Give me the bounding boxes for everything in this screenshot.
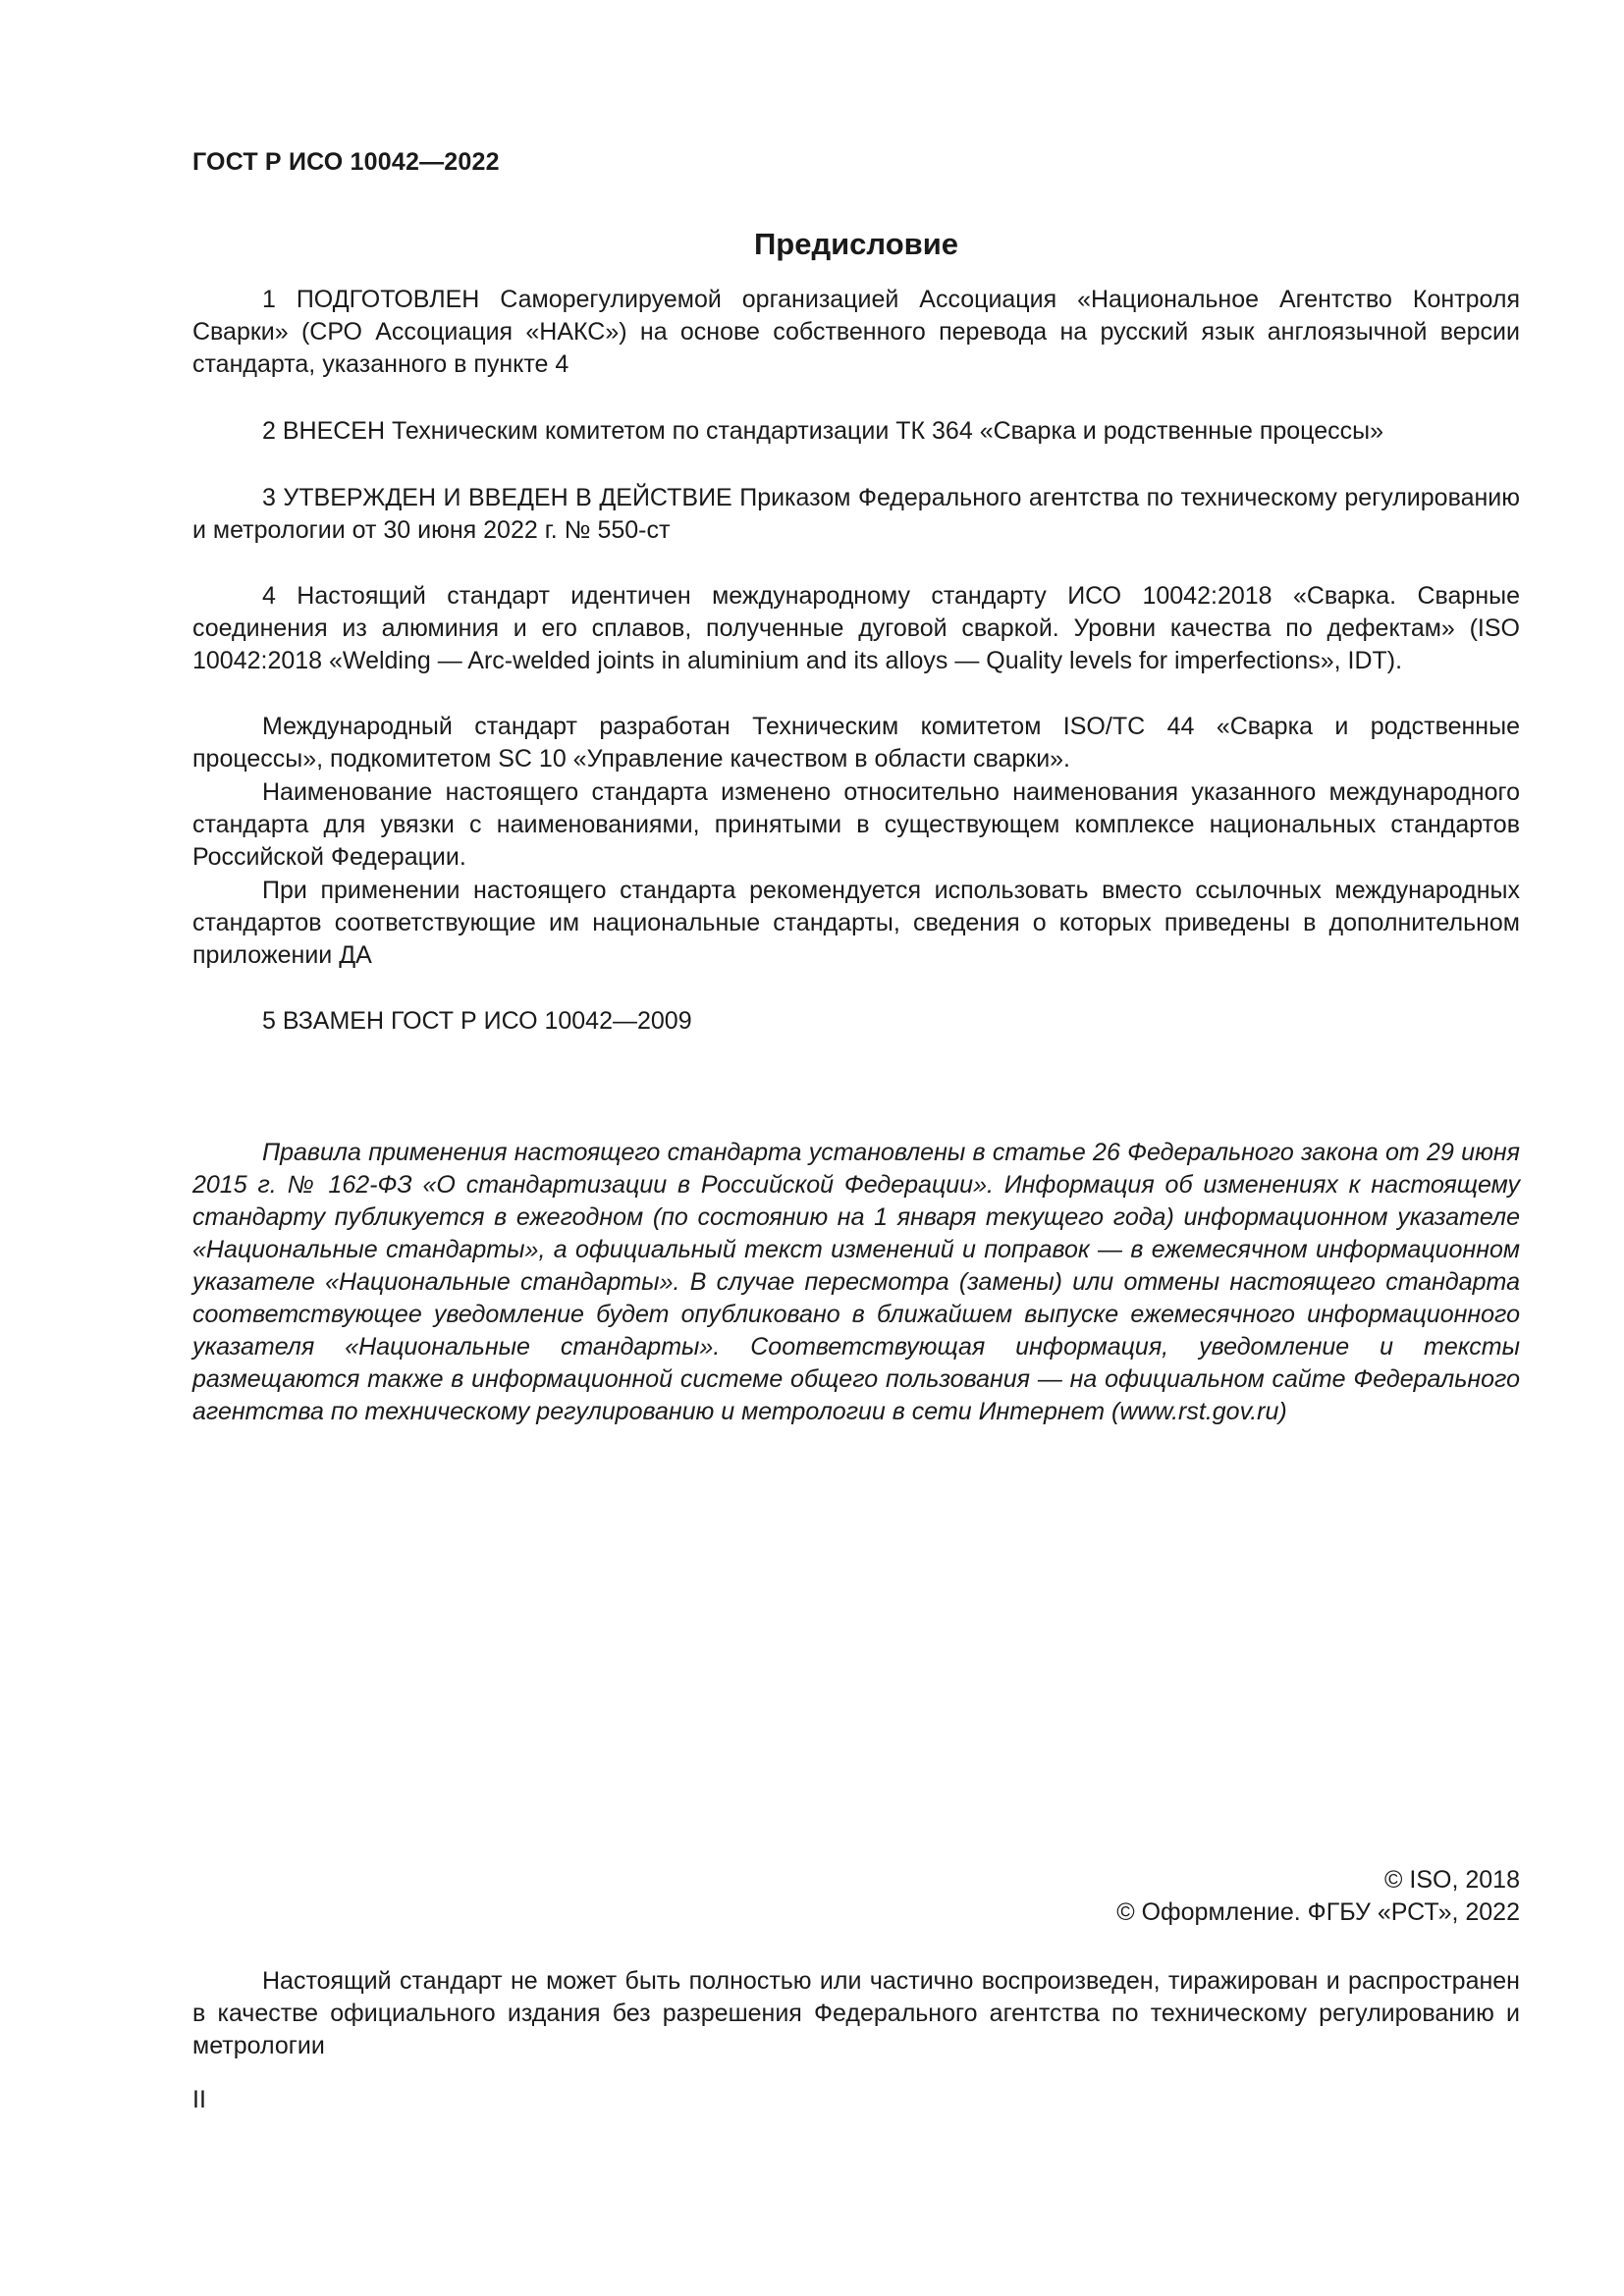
page-title: Предисловие (753, 227, 958, 261)
standard-header: ГОСТ Р ИСО 10042—2022 (192, 148, 500, 176)
paragraph-introduced-by: 2 ВНЕСЕН Техническим комитетом по стандартизации ТК 364 «Сварка и родственные процессы» (262, 417, 1383, 445)
paragraph-approved: 3 УТВЕРЖДЕН И ВВЕДЕН В ДЕЙСТВИЕ Приказом Федерального агентства по техническому регулированию и метрологии от 30 июня 2022 г. № 550-ст (192, 484, 1520, 544)
page-number: II (192, 2086, 206, 2113)
paragraph-name-changed: Наименование настоящего стандарта изменено относительно наименования указанного международного стандарта для увязки с наименованиями, принятыми в существующем комплексе национальных стандартов Российской Федерации. (192, 778, 1520, 871)
copyright-rst: © Оформление. ФГБУ «РСТ», 2022 (1116, 1898, 1520, 1926)
paragraph-developed-by: Международный стандарт разработан Техническим комитетом ISO/TC 44 «Сварка и родственные процессы», подкомитетом SC 10 «Управление качеством в области сварки». (192, 713, 1520, 773)
copyright-block (1116, 1864, 1520, 1929)
paragraph-prepared-by: 1 ПОДГОТОВЛЕН Саморегулируемой организацией Ассоциация «Национальное Агентство Контроля Сварки» (СРО Ассоциация «НАКС») на основе собственного перевода на русский язык англоязычной версии стандарта, указанного в пункте 4 (192, 286, 1520, 378)
reproduction-notice: Настоящий стандарт не может быть полностью или частично воспроизведен, тиражирован и распространен в качестве официального издания без разрешения Федерального агентства по техническому регулированию и метрологии (192, 1967, 1520, 2059)
paragraph-replaces: 5 ВЗАМЕН ГОСТ Р ИСО 10042—2009 (262, 1007, 692, 1035)
legal-notice: Правила применения настоящего стандарта установлены в статье 26 Федерального закона от 29 июня 2015 г. № 162-ФЗ «О стандартизации в Российской Федерации». Информация об изменениях к настоящему стандарту публикуется в ежегодном (по состоянию на 1 января текущего года) информационном указателе «Национальные стандарты», а официальный текст изменений и поправок — в ежемесячном информационном указателе «Национальные стандарты». В случае пересмотра (замены) или отмены настоящего стандарта соответствующее уведомление будет опубликовано в ближайшем выпуске ежемесячного информационного указателя «Национальные стандарты». Соответствующая информация, уведомление и тексты размещаются также в информационной системе общего пользования — на официальном сайте Федерального агентства по техническому регулированию и метрологии в сети Интернет (www.rst.gov.ru) (192, 1139, 1520, 1425)
paragraph-identical-standard: 4 Настоящий стандарт идентичен международному стандарту ИСО 10042:2018 «Сварка. Сварные соединения из алюминия и его сплавов, полученные дуговой сваркой. Уровни качества по дефектам» (ISO 10042:2018 «Welding — Arc-welded joints in aluminium and its alloys — Quality levels for imperfections», IDT). (192, 582, 1520, 674)
copyright-iso: © ISO, 2018 (1384, 1866, 1520, 1894)
paragraph-national-standards: При применении настоящего стандарта рекомендуется использовать вместо ссылочных международных стандартов соответствующие им национальные стандарты, сведения о которых приведены в дополнительном приложении ДА (192, 877, 1520, 969)
